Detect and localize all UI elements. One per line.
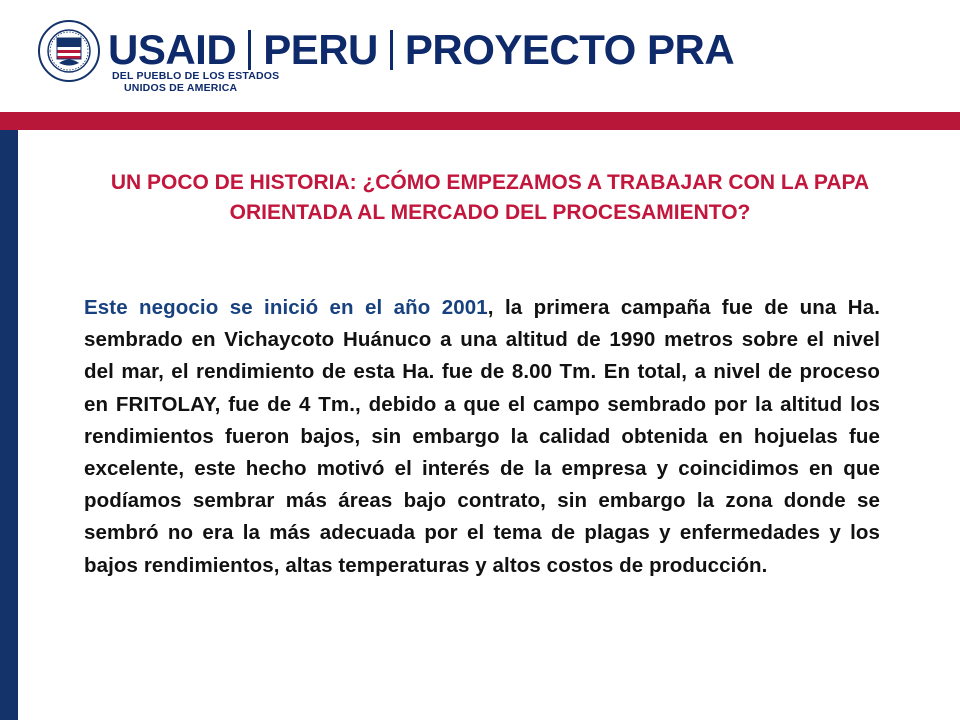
logo-project: PROYECTO PRA (404, 26, 735, 73)
logo-peru: PERU (263, 26, 378, 73)
usaid-seal-icon (38, 20, 100, 82)
slide-title: UN POCO DE HISTORIA: ¿CÓMO EMPEZAMOS A TRABAJAR CON LA PAPA ORIENTADA AL MERCADO DEL PROCESAMIENTO? (110, 171, 870, 224)
logo-tagline (112, 70, 279, 94)
logo-divider (390, 30, 393, 70)
body-lead: Este negocio se inició en el año 2001 (84, 296, 488, 319)
logo-usaid: USAID (108, 26, 237, 73)
usaid-logo (0, 0, 735, 108)
left-blue-bar (0, 130, 18, 720)
body-rest: , la primera campaña fue de una Ha. sembrado en Vichaycoto Huánuco a una altitud de 1990 metros sobre el nivel del mar, el rendimiento de esta Ha. fue de 8.00 Tm. En total, a nivel de proceso en FRITOLAY, fue de 4 Tm., debido a que el campo sembrado por la altitud los rendimientos fueron bajos, sin embargo la calidad obtenida en hojuelas fue excelente, este hecho motivó el interés de la empresa y coincidimos en que podíamos sembrar más áreas bajo contrato, sin embargo la zona donde se sembró no era la más adecuada por el tema de plagas y enfermedades y los bajos rendimientos, altas temperaturas y altos costos de producción. (84, 296, 880, 577)
header-red-bar (0, 112, 960, 130)
logo-wordmark (108, 26, 734, 74)
logo-tagline-line2: UNIDOS DE AMERICA (124, 82, 238, 94)
logo-tagline-line1: DEL PUEBLO DE LOS ESTADOS (112, 70, 280, 82)
slide-body (84, 292, 880, 582)
logo-divider (248, 30, 251, 70)
